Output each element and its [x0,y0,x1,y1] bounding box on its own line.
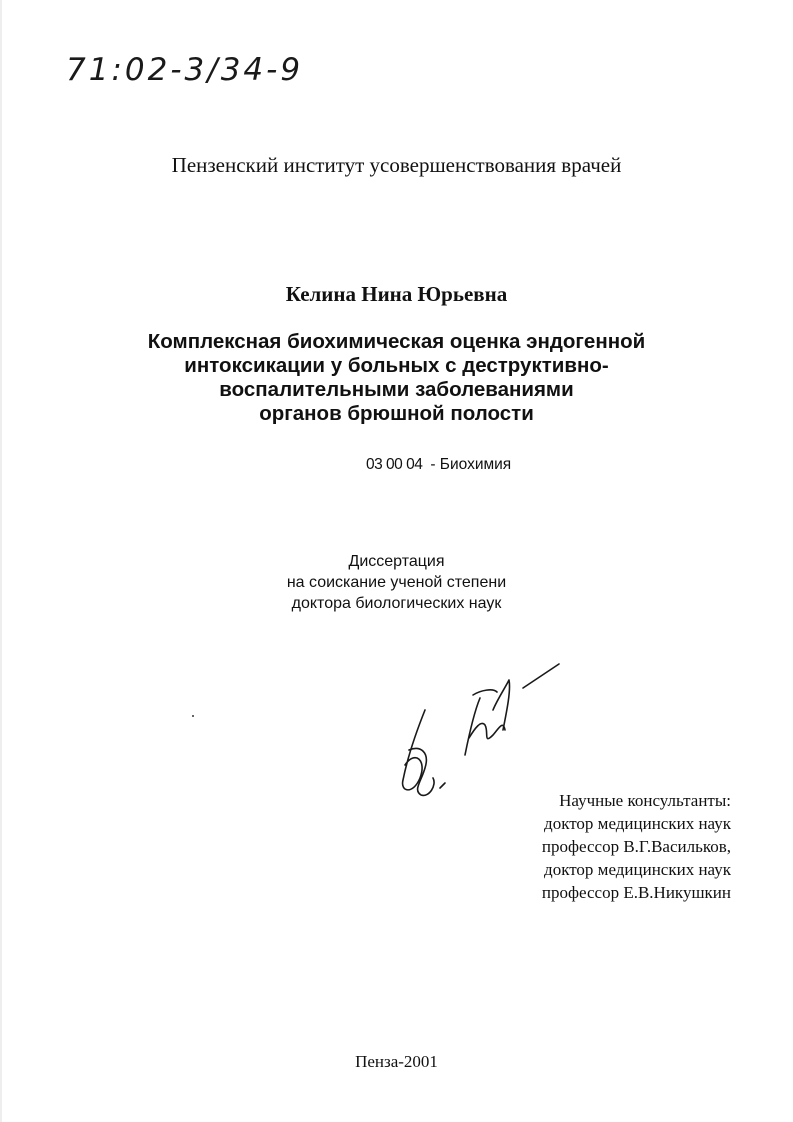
title-line: органов брюшной полости [259,402,534,425]
handwritten-catalog-number: 71:02-3/34-9 [66,52,304,88]
specialty-code: 03 00 04 [366,456,423,473]
dissertation-title [0,330,793,426]
author-name: Келина Нина Юрьевна [285,282,508,306]
city-year: Пенза-2001 [355,1052,438,1071]
consultants-heading: Научные консультанты: [559,791,731,810]
handwritten-signature [385,650,565,800]
consultant-line: профессор В.Г.Васильков, [541,837,731,856]
consultant-line: профессор Е.В.Никушкин [541,883,731,902]
specialty-name: - Биохимия [430,456,512,473]
degree-line: на соискание ученой степени [286,574,507,591]
title-line: Комплексная биохимическая оценка эндогенной [147,330,646,353]
degree-line: Диссертация [348,553,445,570]
specialty [366,456,511,474]
degree-line: доктора биологических наук [291,595,502,612]
scientific-consultants [542,789,731,904]
title-line: воспалительными заболеваниями [219,378,574,401]
consultant-line: доктор медицинских наук [544,860,731,879]
degree-statement [0,551,793,614]
scan-speck [192,715,194,717]
title-line: интоксикации у больных с деструктивно- [184,354,609,377]
institute-name: Пензенский институт усовершенствования врачей [171,153,622,177]
consultant-line: доктор медицинских наук [544,814,731,833]
